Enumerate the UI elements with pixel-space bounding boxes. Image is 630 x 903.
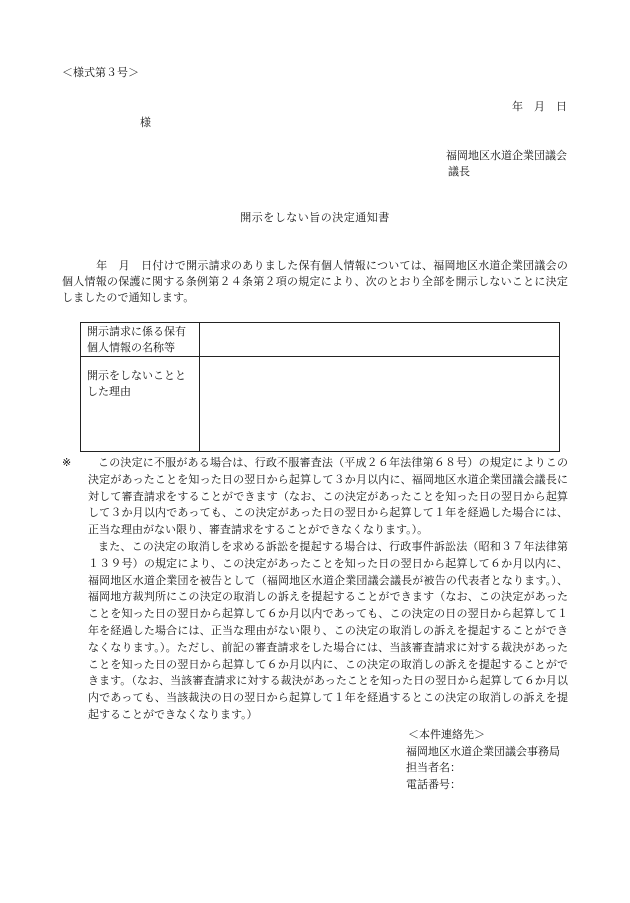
- issuer-block: [446, 148, 567, 180]
- contact-office: 福岡地区水道企業団議会事務局: [406, 744, 560, 758]
- table-label-name: 開示請求に係る保有個人情報の名称等: [81, 323, 200, 357]
- note-paragraph-lawsuit: また、この決定の取消しを求める訴訟を提起する場合は、行政事件訴訟法（昭和３７年法律第１３９号）の規定により、この決定があったことを知った日の翌日から起算して６か月以内に、福岡地区水道企業団を被告として（福岡地区水道企業団議会議長が被告の代表者となります。）、福岡地方裁判所にこの決定の取消しの訴えを提起することができます（なお、この決定があったことを知った日の翌日から起算して６か月以内であっても、この決定の日の翌日から起算して１年を経過した場合には、正当な理由がない限り、この決定の取消しの訴えを提起することができなくなります。）。ただし、前記の審査請求をした場合には、当該審査請求に対する裁決があったことを知った日の翌日から起算して６か月以内に、この決定の取消しの訴えを提起することができます。（なお、当該審査請求に対する裁決があったことを知った日の翌日から起算して６か月以内であっても、当該裁決の日の翌日から起算して１年を経過するとこの決定の取消しの訴えを提起することができなくなります。）: [88, 539, 568, 721]
- form-number: ＜様式第３号＞: [62, 66, 139, 79]
- contact-block: [406, 727, 560, 793]
- issuer-title: 議長: [448, 165, 470, 178]
- date-line: 年 月 日: [512, 100, 567, 113]
- contact-person: 担当者名：: [406, 761, 461, 774]
- note-body: [88, 455, 568, 724]
- info-table: [80, 322, 560, 452]
- contact-heading: ＜本件連絡先＞: [408, 728, 485, 741]
- notes-section: [62, 455, 568, 724]
- issuer-organization: 福岡地区水道企業団議会: [446, 149, 567, 162]
- table-label-reason: 開示をしないこととした理由: [81, 357, 200, 452]
- table-value-reason: [200, 357, 560, 452]
- note-paragraph-appeal: この決定に不服がある場合は、行政不服審査法（平成２６年法律第６８号）の規定によりこの決定があったことを知った日の翌日から起算して３か月以内に、福岡地区水道企業団議会議長に対して審査請求をすることができます（なお、この決定があったことを知った日の翌日から起算して３か月以内であっても、この決定があった日の翌日から起算して１年を経過した場合には、正当な理由がない限り、審査請求をすることができなくなります。）。: [88, 456, 568, 537]
- body-lead: 年 月 日付けで開示請求のありました保有個人情報については、福岡地区水道企業団議会の個人情報の保護に関する条例第２４条第２項の規定により、次のとおり全部を開示しないことに決定しましたので通知します。: [62, 259, 568, 305]
- table-row: [81, 357, 560, 452]
- contact-phone: 電話番号：: [406, 777, 461, 791]
- addressee-suffix: 様: [140, 116, 151, 129]
- note-mark: ※: [62, 456, 72, 469]
- table-row: [81, 323, 560, 357]
- document-title: 開示をしない旨の決定通知書: [240, 211, 390, 224]
- table-value-name: [200, 323, 560, 357]
- body-paragraph: [62, 258, 568, 307]
